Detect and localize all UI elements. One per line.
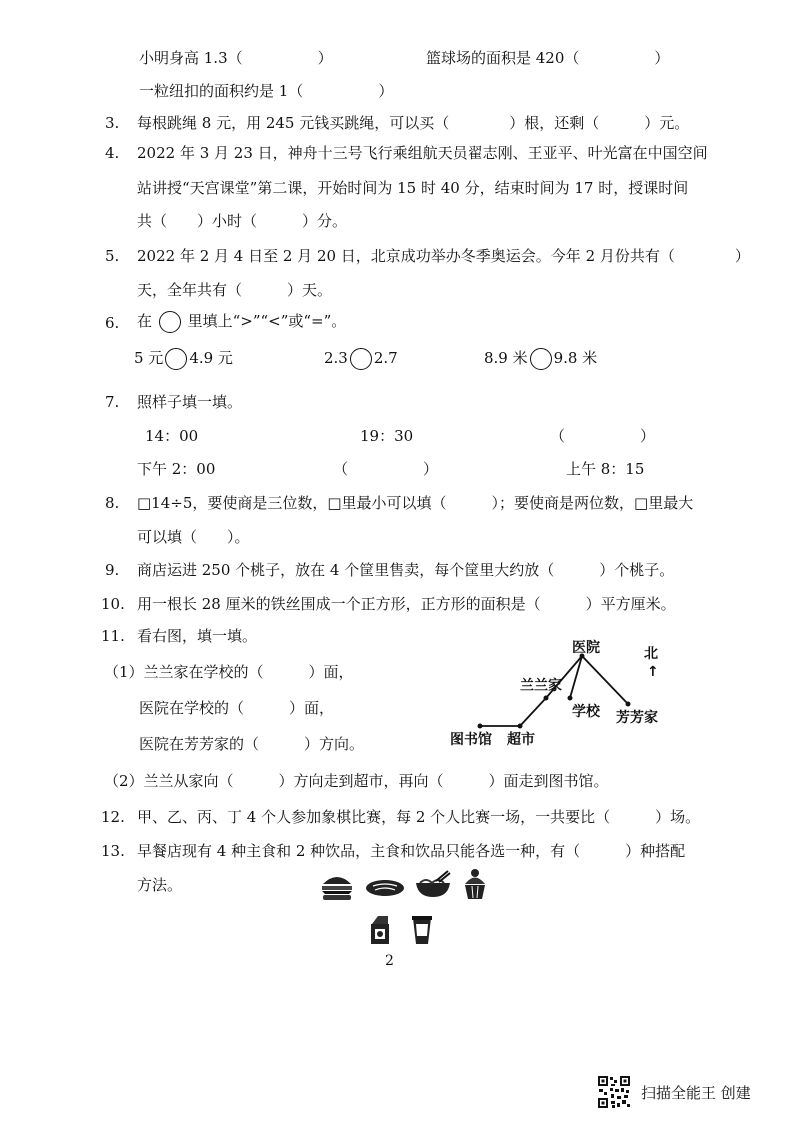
label-fangfang: 芳芳家	[616, 710, 658, 726]
q6-c2-left: 2.3	[324, 349, 348, 367]
q9-text: 商店运进 250 个桃子，放在 4 个筐里售卖，每个筐里大约放（ ）个桃子。	[137, 561, 675, 579]
q11-part1-a: （1）兰兰家在学校的（ ）面，	[104, 663, 354, 681]
q7-r2-a: 下午 2：00	[137, 460, 216, 478]
north-arrow-icon: ↑	[647, 664, 659, 680]
label-library: 图书馆	[450, 732, 492, 748]
bread-icon	[365, 878, 405, 898]
q6-compare-2	[324, 348, 398, 370]
cupcake-icon	[462, 867, 488, 901]
q11-number: 11.	[101, 627, 125, 645]
q4-text-1: 2022 年 3 月 23 日，神舟十三号飞行乘组航天员翟志刚、王亚平、叶光富在中国空间	[137, 144, 708, 162]
q12-number: 12.	[101, 808, 125, 826]
label-hospital: 医院	[572, 640, 600, 656]
q11-part2: （2）兰兰从家向（ ）方向走到超市，再向（ ）面走到图书馆。	[104, 772, 609, 790]
q4-text-2: 站讲授“天宫课堂”第二课，开始时间为 15 时 40 分，结束时间为 17 时，授课时间	[137, 179, 689, 197]
q10-number: 10.	[101, 595, 125, 613]
item-button-area: 一粒纽扣的面积约是 1（ ）	[139, 82, 394, 100]
q6-pre: 在	[137, 312, 153, 330]
page-number: 2	[385, 953, 394, 969]
q10-text: 用一根长 28 厘米的铁丝围成一个正方形，正方形的面积是（ ）平方厘米。	[137, 595, 676, 613]
q5-text-1: 2022 年 2 月 4 日至 2 月 20 日，北京成功举办冬季奥运会。今年 2 月份共有（ ）	[137, 247, 750, 265]
q3-text: 每根跳绳 8 元，用 245 元钱买跳绳，可以买（ ）根，还剩（ ）元。	[137, 114, 690, 132]
hamburger-icon	[320, 870, 354, 902]
q6-compare-3	[484, 348, 597, 370]
q6-c3-left: 8.9 米	[484, 349, 528, 367]
compare-circle	[350, 348, 372, 370]
q11-text: 看右图，填一填。	[137, 627, 258, 645]
q3-number: 3.	[105, 114, 120, 132]
q6-compare-1	[134, 348, 233, 370]
q7-r2-b: （ ）	[333, 460, 439, 478]
lanlan-point	[544, 696, 549, 701]
q12-text: 甲、乙、丙、丁 4 个人参加象棋比赛，每 2 个人比赛一场，一共要比（ ）场。	[137, 808, 701, 826]
direction-map	[440, 636, 690, 756]
label-north: 北	[644, 646, 658, 662]
q11-part1-b: 医院在学校的（ ）面，	[139, 699, 335, 717]
q6-number: 6.	[105, 314, 120, 332]
noodle-bowl-icon	[414, 869, 452, 899]
label-lanlan: 兰兰家	[520, 678, 562, 694]
item-height: 小明身高 1.3（ ）	[139, 49, 333, 67]
q6-c1-left: 5 元	[134, 349, 164, 367]
compare-circle	[530, 348, 552, 370]
label-market: 超市	[507, 732, 535, 748]
item-court-area: 篮球场的面积是 420（ ）	[426, 49, 670, 67]
q5-number: 5.	[105, 247, 120, 265]
q7-r1-b: 19：30	[360, 427, 414, 445]
q8-text-2: 可以填（ ）。	[137, 528, 250, 546]
q7-text: 照样子填一填。	[137, 393, 243, 411]
school-point	[568, 696, 573, 701]
q13-text-2: 方法。	[137, 876, 183, 894]
label-school: 学校	[572, 704, 600, 720]
q6-c2-right: 2.7	[373, 349, 398, 367]
q6-post: 里填上“>”“<”或“=”。	[187, 312, 347, 330]
q5-text-2: 天，全年共有（ ）天。	[137, 281, 333, 299]
milk-carton-icon	[368, 914, 392, 946]
q13-text-1: 早餐店现有 4 种主食和 2 种饮品，主食和饮品只能各选一种，有（ ）种搭配	[137, 842, 686, 860]
compare-circle	[165, 348, 187, 370]
library-point	[478, 724, 483, 729]
q13-number: 13.	[101, 842, 125, 860]
q6-c3-right: 9.8 米	[553, 349, 598, 367]
q7-r1-c: （ ）	[550, 427, 656, 445]
scanner-watermark: 扫描全能王 创建	[641, 1084, 751, 1102]
q8-text-1: □14÷5，要使商是三位数，□里最小可以填（ ）；要使商是两位数，□里最大	[137, 494, 694, 512]
q4-number: 4.	[105, 144, 120, 162]
compare-circle	[159, 311, 181, 333]
market-point	[518, 724, 523, 729]
q7-r2-c: 上午 8：15	[566, 460, 645, 478]
qr-code-icon	[597, 1075, 631, 1109]
q7-r1-a: 14：00	[145, 427, 199, 445]
q8-number: 8.	[105, 494, 120, 512]
q6-c1-right: 4.9 元	[189, 349, 233, 367]
q9-number: 9.	[105, 561, 120, 579]
drink-cup-icon	[410, 914, 434, 946]
q11-part1-c: 医院在芳芳家的（ ）方向。	[139, 735, 365, 753]
fangfang-point	[626, 702, 631, 707]
q4-text-3: 共（ ）小时（ ）分。	[137, 212, 348, 230]
q6-instruction	[137, 311, 346, 333]
q7-number: 7.	[105, 393, 120, 411]
